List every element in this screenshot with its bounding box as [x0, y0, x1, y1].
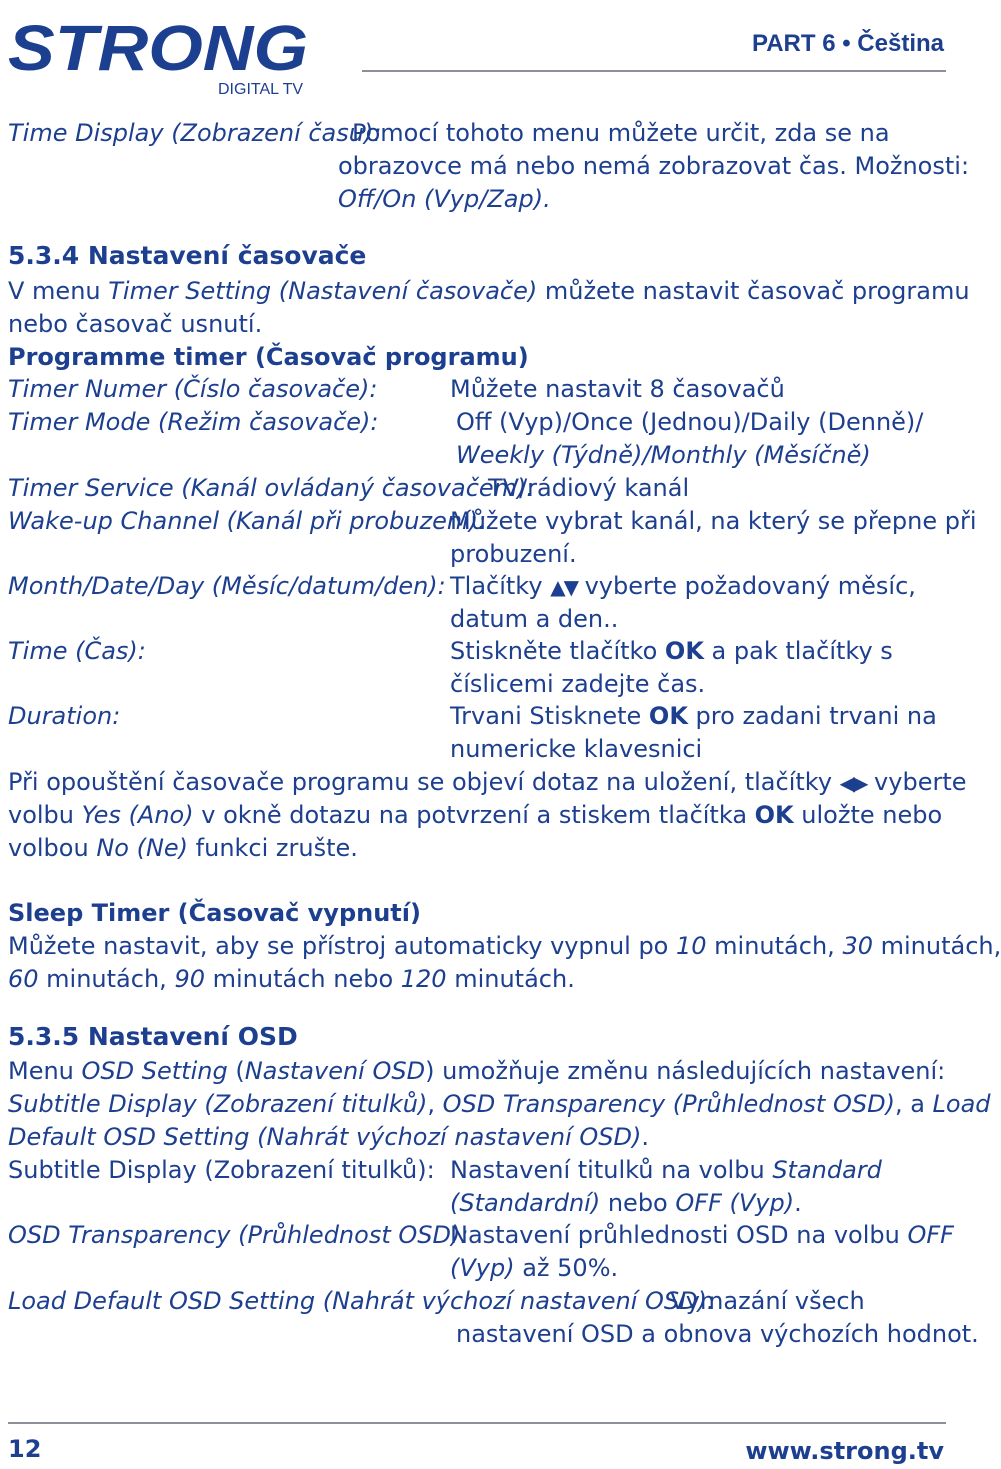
- section-535-heading: 5.3.5 Nastavení OSD: [8, 1022, 298, 1051]
- svg-text:STRONG: STRONG: [8, 12, 308, 84]
- section-535-line-1: Menu OSD Setting (Nastavení OSD) umožňuje změnu následujících nastavení:: [8, 1057, 946, 1085]
- header-rule: [362, 70, 946, 72]
- section-535-line-2: Subtitle Display (Zobrazení titulků), OSD Transparency (Průhlednost OSD), a Load: [8, 1090, 991, 1118]
- outro-line-2: volbu Yes (Ano) v okně dotazu na potvrzení a stiskem tlačítka OK uložte nebo: [8, 801, 943, 829]
- load-default-value-2: nastavení OSD a obnova výchozích hodnot.: [456, 1320, 979, 1348]
- month-date-day-value-1: Tlačítky ▲▼ vyberte požadovaný měsíc,: [450, 572, 916, 600]
- outro-line-1: Při opouštění časovače programu se objeví dotaz na uložení, tlačítky ◀▶ vyberte: [8, 768, 967, 796]
- website-link[interactable]: www.strong.tv: [745, 1437, 944, 1465]
- sleep-timer-line-1: Můžete nastavit, aby se přístroj automaticky vypnul po 10 minutách, 30 minutách,: [8, 932, 1001, 960]
- subtitle-display-label: Subtitle Display (Zobrazení titulků):: [8, 1156, 435, 1184]
- sleep-timer-line-2: 60 minutách, 90 minutách nebo 120 minutách.: [8, 965, 575, 993]
- osd-transparency-value-2: (Vyp) až 50%.: [450, 1254, 619, 1282]
- load-default-label: Load Default OSD Setting (Nahrát výchozí nastavení OSD):: [8, 1287, 716, 1315]
- page-number: 12: [8, 1435, 42, 1463]
- duration-label: Duration:: [8, 702, 121, 730]
- duration-value-2: numericke klavesnici: [450, 735, 703, 763]
- duration-value-1: Trvani Stisknete OK pro zadani trvani na: [450, 702, 937, 730]
- time-display-desc-1: Pomocí tohoto menu můžete určit, zda se na: [352, 119, 890, 147]
- timer-number-value: Můžete nastavit 8 časovačů: [450, 375, 785, 403]
- brand-subtitle: DIGITAL TV: [218, 81, 304, 98]
- time-label: Time (Čas):: [8, 637, 146, 665]
- timer-service-value: TV/rádiový kanál: [488, 474, 690, 502]
- timer-number-label: Timer Numer (Číslo časovače):: [8, 375, 378, 403]
- time-display-desc-3: Off/On (Vyp/Zap).: [338, 185, 551, 213]
- section-534-heading: 5.3.4 Nastavení časovače: [8, 241, 367, 270]
- month-date-day-label: Month/Date/Day (Měsíc/datum/den):: [8, 572, 446, 600]
- subtitle-display-value-1: Nastavení titulků na volbu Standard: [450, 1156, 882, 1184]
- time-display-label: Time Display (Zobrazení času):: [8, 119, 382, 147]
- load-default-value-1: Vymazání všech: [670, 1287, 865, 1315]
- left-right-arrows-icon: ◀▶: [839, 771, 867, 795]
- timer-mode-label: Timer Mode (Režim časovače):: [8, 408, 379, 436]
- wakeup-channel-label: Wake-up Channel (Kanál při probuzení):: [8, 507, 487, 535]
- section-534-intro-2: nebo časovač usnutí.: [8, 310, 263, 338]
- section-535-line-3: Default OSD Setting (Nahrát výchozí nastavení OSD).: [8, 1123, 649, 1151]
- time-value-1: Stiskněte tlačítko OK a pak tlačítky s: [450, 637, 893, 665]
- sleep-timer-heading: Sleep Timer (Časovač vypnutí): [8, 899, 421, 927]
- osd-transparency-value-1: Nastavení průhlednosti OSD na volbu OFF: [450, 1221, 954, 1249]
- wakeup-channel-value-2: probuzení.: [450, 540, 577, 568]
- section-534-intro-1: V menu Timer Setting (Nastavení časovače) můžete nastavit časovač programu: [8, 277, 970, 305]
- up-down-arrows-icon: ▲▼: [550, 575, 577, 599]
- month-date-day-value-2: datum a den..: [450, 605, 619, 633]
- part-label: PART 6 • Čeština: [752, 30, 944, 57]
- programme-timer-heading: Programme timer (Časovač programu): [8, 343, 529, 371]
- strong-logo: [6, 8, 316, 100]
- timer-mode-value-1: Off (Vyp)/Once (Jednou)/Daily (Denně)/: [456, 408, 924, 436]
- time-value-2: číslicemi zadejte čas.: [450, 670, 706, 698]
- timer-service-label: Timer Service (Kanál ovládaný časovačem):: [8, 474, 535, 502]
- footer-rule: [8, 1422, 946, 1424]
- osd-transparency-label: OSD Transparency (Průhlednost OSD):: [8, 1221, 469, 1249]
- time-display-desc-2: obrazovce má nebo nemá zobrazovat čas. Možnosti:: [338, 152, 970, 180]
- wakeup-channel-value-1: Můžete vybrat kanál, na který se přepne při: [450, 507, 977, 535]
- outro-line-3: volbou No (Ne) funkci zrušte.: [8, 834, 358, 862]
- timer-mode-value-2: Weekly (Týdně)/Monthly (Měsíčně): [456, 441, 871, 469]
- subtitle-display-value-2: (Standardní) nebo OFF (Vyp).: [450, 1189, 802, 1217]
